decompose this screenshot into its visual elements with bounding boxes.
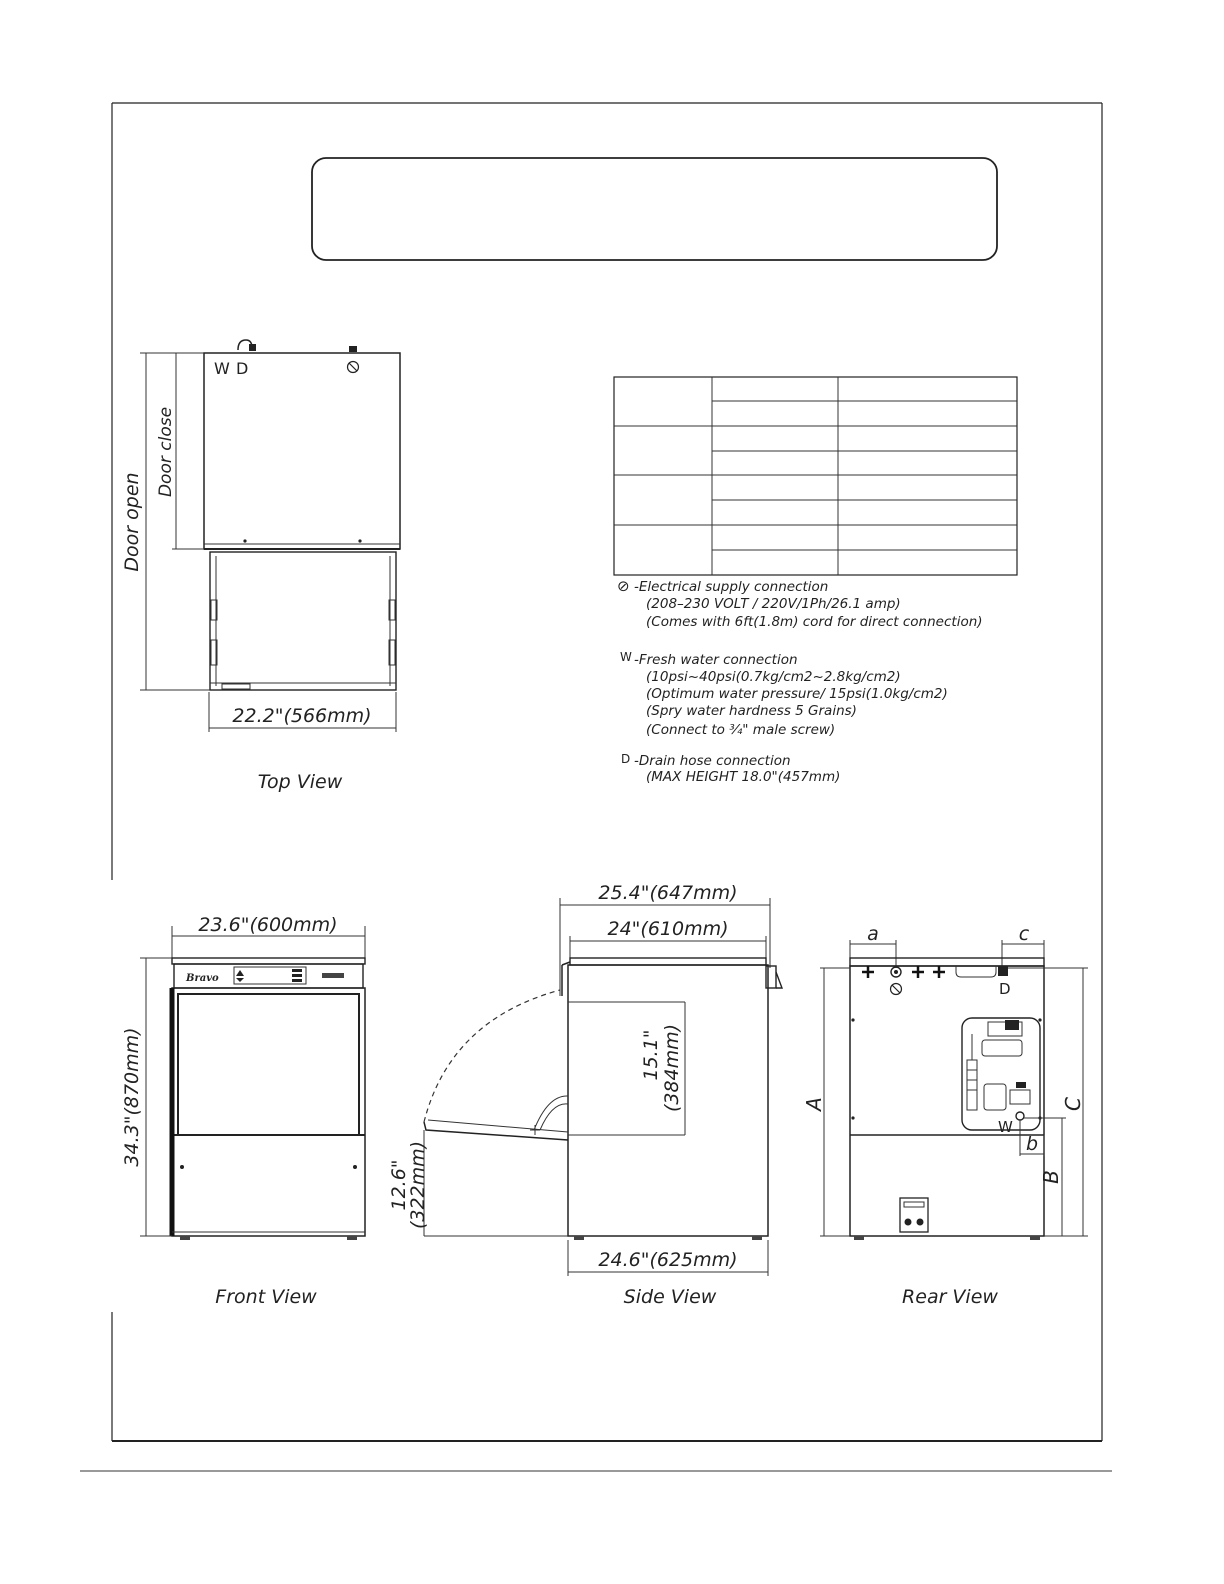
side-view bbox=[388, 882, 782, 1308]
top-view bbox=[121, 340, 400, 793]
rear-label-B: B bbox=[1039, 1170, 1063, 1184]
front-height-dimension: 34.3"(870mm) bbox=[121, 1027, 143, 1167]
rear-label-a: a bbox=[867, 923, 879, 945]
rear-view-caption: Rear View bbox=[902, 1286, 998, 1308]
rear-label-C: C bbox=[1061, 1097, 1085, 1111]
water-line-3: (Spry water hardness 5 Grains) bbox=[646, 703, 857, 719]
spec-table bbox=[614, 377, 1017, 575]
top-door-close-dimension: Door close bbox=[156, 406, 176, 498]
side-opening-dimension-in: 15.1" bbox=[640, 1029, 662, 1081]
top-w-label: W bbox=[214, 359, 230, 378]
front-width-dimension: 23.6"(600mm) bbox=[198, 914, 338, 936]
water-symbol: W bbox=[620, 650, 632, 664]
side-door-dimension-in: 12.6" bbox=[388, 1159, 410, 1211]
drain-title: -Drain hose connection bbox=[634, 753, 791, 769]
top-width-dimension: 22.2"(566mm) bbox=[232, 705, 372, 727]
front-brand-text: Bravo bbox=[186, 973, 219, 984]
drain-symbol: D bbox=[621, 752, 631, 766]
side-opening-dimension-mm: (384mm) bbox=[661, 1023, 683, 1113]
electrical-line-1: (208–230 VOLT / 220V/1Ph/26.1 amp) bbox=[646, 596, 901, 612]
electrical-title: -Electrical supply connection bbox=[634, 579, 829, 595]
connection-notes bbox=[617, 577, 983, 785]
electrical-symbol: ⊘ bbox=[617, 577, 630, 595]
electrical-line-2: (Comes with 6ft(1.8m) cord for direct connection) bbox=[646, 614, 983, 630]
water-line-1: (10psi~40psi(0.7kg/cm2~2.8kg/cm2) bbox=[646, 669, 901, 685]
title-box bbox=[312, 158, 997, 260]
front-view bbox=[121, 914, 365, 1308]
front-view-caption: Front View bbox=[215, 1286, 317, 1308]
side-top-dimension: 24"(610mm) bbox=[607, 918, 729, 940]
side-overall-dimension: 25.4"(647mm) bbox=[598, 882, 738, 904]
rear-label-d: D bbox=[999, 980, 1011, 998]
side-bottom-dimension: 24.6"(625mm) bbox=[598, 1249, 738, 1271]
rear-label-c: c bbox=[1018, 923, 1030, 945]
water-line-4: (Connect to ¾" male screw) bbox=[646, 722, 836, 738]
side-door-dimension-mm: (322mm) bbox=[407, 1140, 429, 1230]
rear-label-A: A bbox=[802, 1097, 826, 1111]
rear-label-b: b bbox=[1025, 1133, 1039, 1155]
drain-line-1: (MAX HEIGHT 18.0"(457mm) bbox=[646, 769, 841, 785]
page-frame bbox=[80, 103, 1112, 1471]
rear-label-w: W bbox=[998, 1118, 1013, 1136]
top-view-caption: Top View bbox=[257, 771, 343, 793]
top-door-open-dimension: Door open bbox=[121, 472, 143, 572]
water-title: -Fresh water connection bbox=[634, 652, 798, 668]
top-d-label: D bbox=[236, 359, 249, 378]
side-view-caption: Side View bbox=[623, 1286, 717, 1308]
water-line-2: (Optimum water pressure/ 15psi(1.0kg/cm2) bbox=[646, 686, 948, 702]
rear-view bbox=[802, 923, 1088, 1308]
